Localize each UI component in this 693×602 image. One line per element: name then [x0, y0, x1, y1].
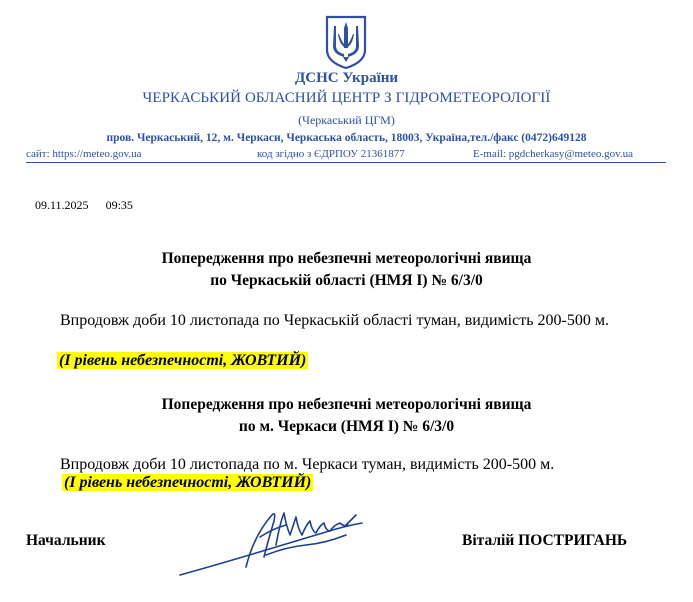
warning-title-line1: Попередження про небезпечні метеорологічні явища	[161, 396, 532, 413]
warning-title-line1: Попередження про небезпечні метеорологічні явища	[161, 250, 532, 267]
contact-line	[26, 148, 666, 163]
warning-text: Впродовж доби 10 листопада по м. Черкаси туман, видимість 200-500 м.	[60, 456, 555, 473]
warning-level-badge	[62, 474, 313, 492]
warning-text: Впродовж доби 10 листопада по Черкаській області туман, видимість 200-500 м.	[60, 312, 609, 329]
address-line: пров. Черкаський, 12, м. Черкаси, Черкаська область, 18003, Україна,тел./факс (0472)649128	[106, 132, 587, 144]
warning-level: (І рівень небезпечності, ЖОВТИЙ)	[64, 474, 312, 491]
signatory-name: Віталій ПОСТРИГАНЬ	[462, 532, 628, 549]
center-name: ЧЕРКАСЬКИЙ ОБЛАСНИЙ ЦЕНТР З ГІДРОМЕТЕОРОЛОГІЇ	[142, 90, 551, 106]
website-link[interactable]: сайт: https://meteo.gov.ua	[26, 148, 142, 160]
warning-level-badge	[57, 352, 308, 370]
edrpou-code: код згідно з ЄДРПОУ 21361877	[257, 148, 405, 160]
warning-level: (І рівень небезпечності, ЖОВТИЙ)	[59, 352, 307, 369]
handwritten-signature	[176, 505, 366, 580]
warning-title-line2: по Черкаській області (НМЯ І) № 6/3/0	[210, 272, 483, 289]
email-link[interactable]: E-mail: pgdcherkasy@meteo.gov.ua	[473, 148, 634, 160]
center-abbreviation: (Черкаський ЦГМ)	[298, 113, 395, 127]
signatory-position: Начальник	[26, 532, 106, 549]
issue-datetime	[35, 198, 147, 213]
trident-emblem-icon	[324, 14, 368, 70]
warning-title-line2: по м. Черкаси (НМЯ І) № 6/3/0	[238, 418, 455, 435]
issue-time: 09:35	[105, 198, 133, 212]
issue-date: 09.11.2025	[35, 198, 89, 212]
organization-name: ДСНС України	[294, 70, 399, 86]
